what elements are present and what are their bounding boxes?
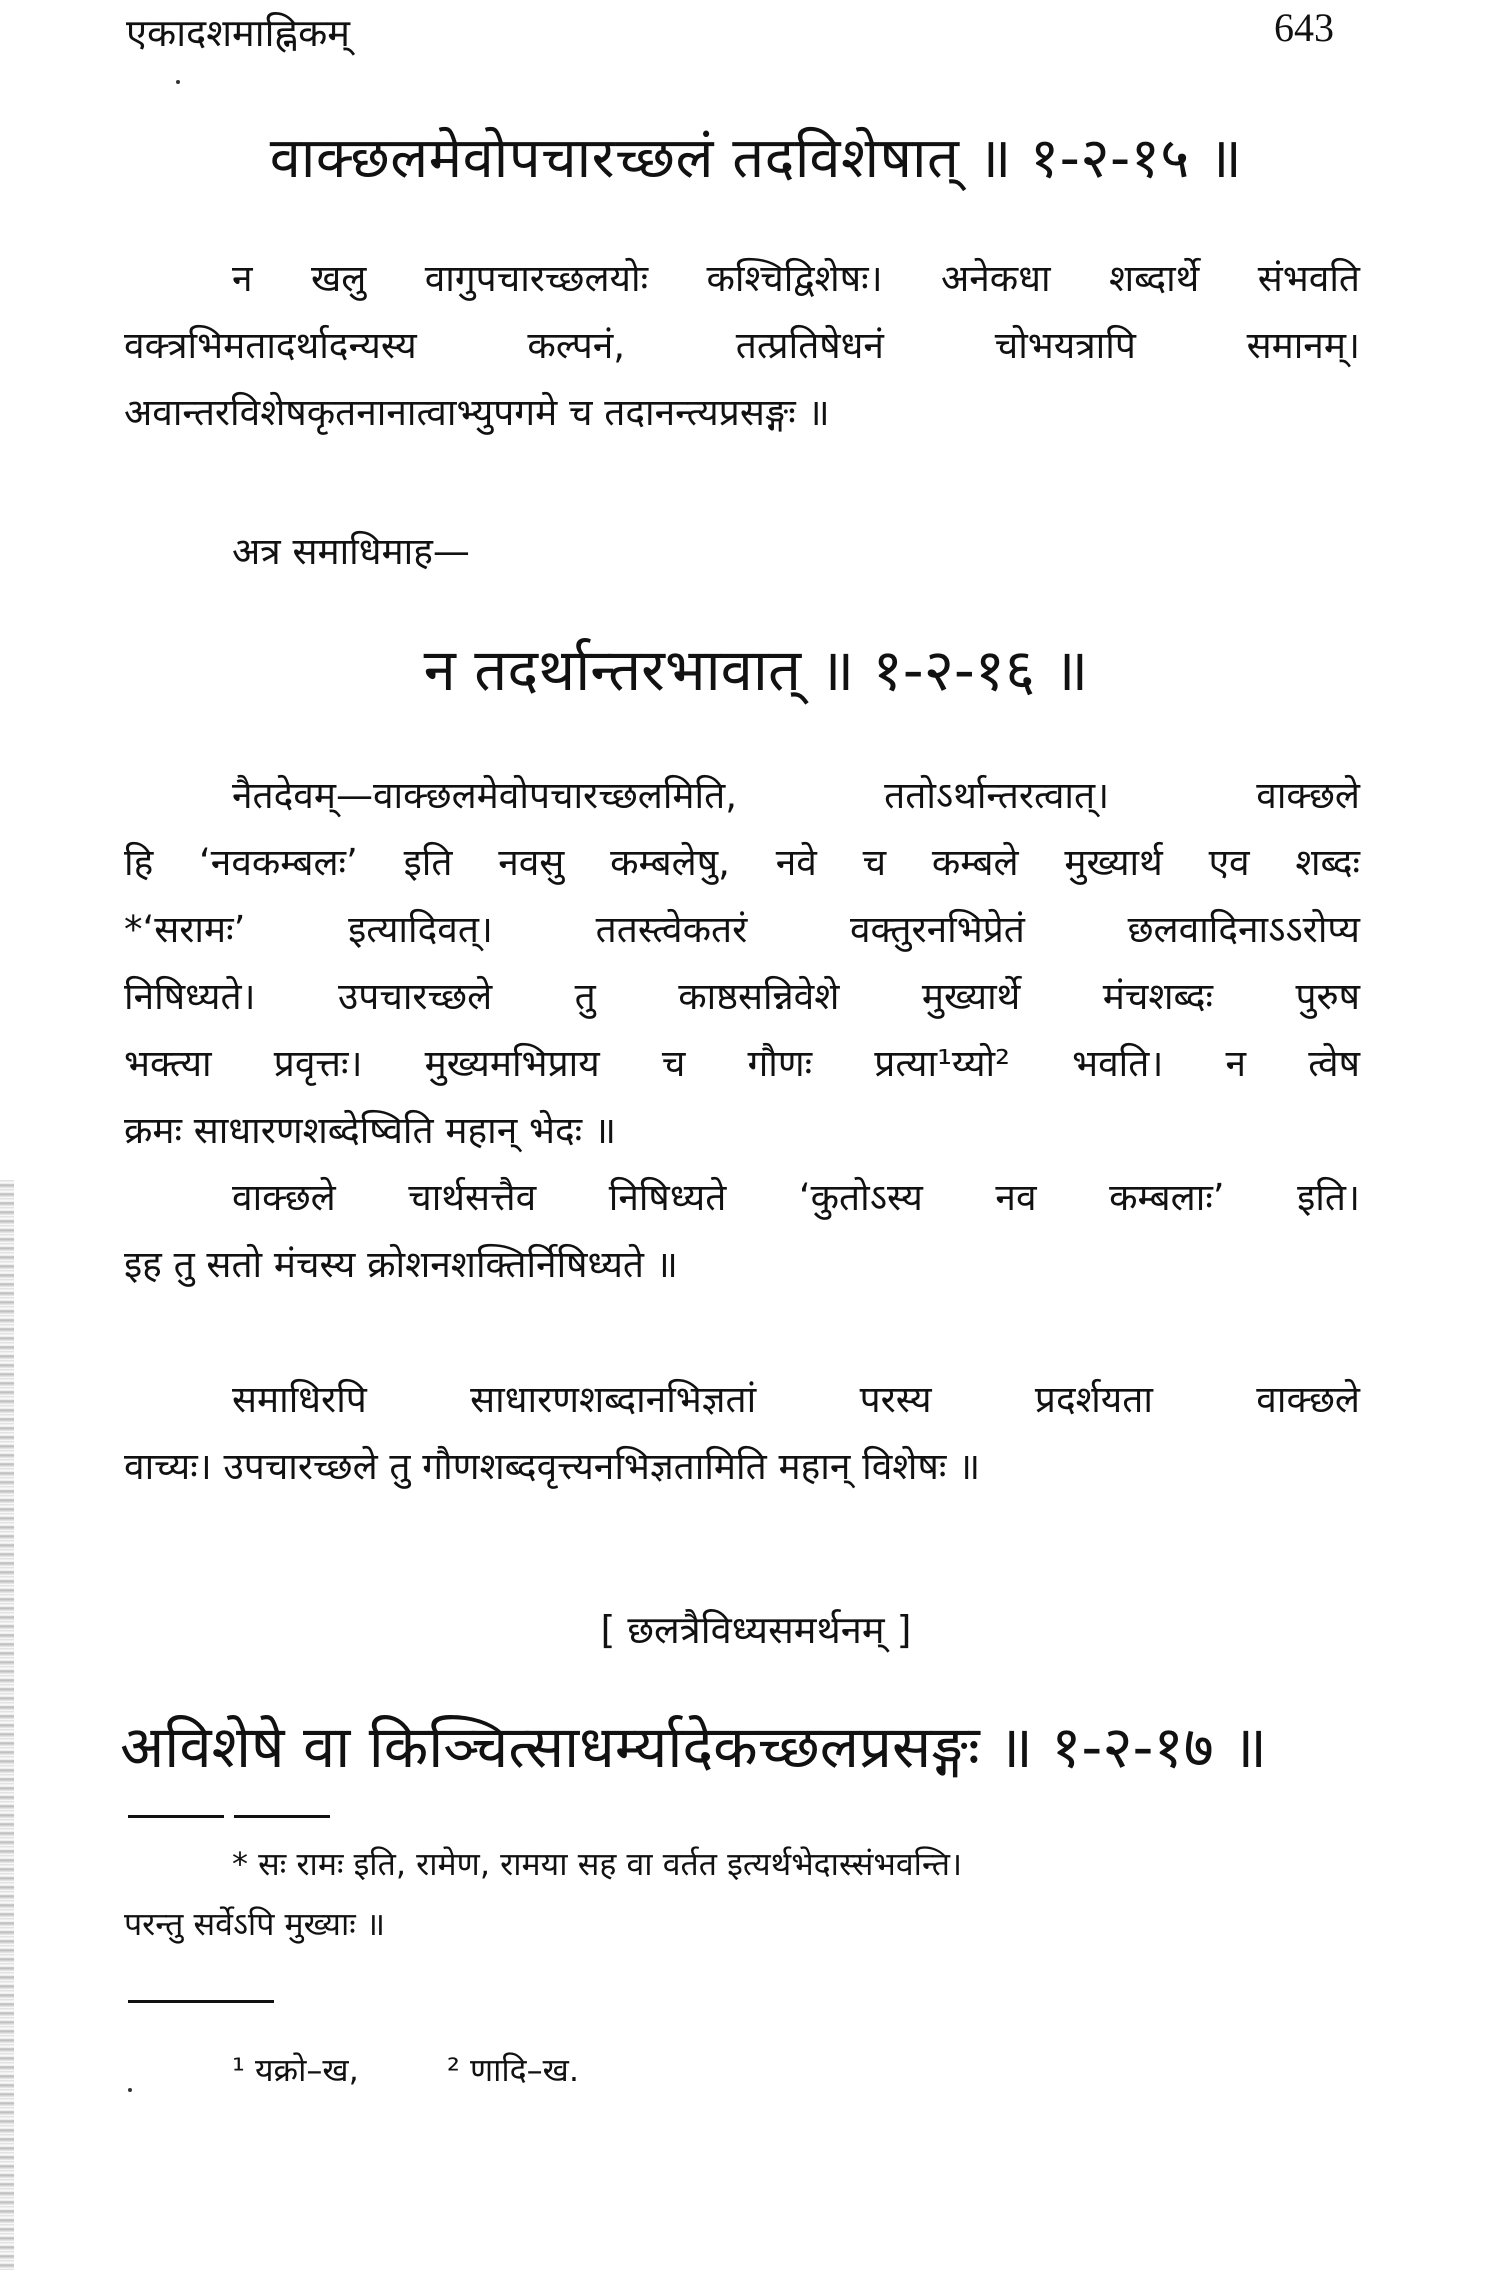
- sutra-1-2-16: न तदर्थान्तरभावात् ॥ १-२-१६ ॥: [423, 636, 1089, 704]
- commentary-paragraph-2: [124, 762, 1360, 1298]
- text-line: नैतदेवम्—वाक्छलमेवोपचारच्छलमिति, ततोऽर्थान्तरत्वात्। वाक्छले: [232, 774, 1360, 817]
- text-line: न खलु वागुपचारच्छलयोः कश्चिद्विशेषः। अनेकधा शब्दार्थे संभवति: [232, 257, 1360, 300]
- intro-line: [232, 518, 1468, 585]
- sutra-1-2-15: वाक्छलमेवोपचारच्छलं तदविशेषात् ॥ १-२-१५ ॥: [269, 126, 1243, 191]
- text-line: वाच्यः। उपचारच्छले तु गौणशब्दवृत्त्यनभिज्ञतामिति महान् विशेषः ॥: [124, 1445, 981, 1488]
- text-line: अत्र समाधिमाह—: [232, 530, 470, 573]
- sutra-1-2-17: अविशेषे वा किञ्चित्साधर्म्यादेकच्छलप्रसङ्गः ॥ १-२-१७ ॥: [120, 1713, 1267, 1781]
- footnote-line: परन्तु सर्वेऽपि मुख्याः ॥: [124, 1905, 386, 1943]
- text-line: इह तु सतो मंचस्य क्रोशनशक्तिर्निषिध्यते ॥: [124, 1243, 678, 1286]
- text-line: हि ‘नवकम्बलः’ इति नवसु कम्बलेषु, नवे च कम्बले मुख्यार्थ एव शब्दः: [124, 841, 1360, 884]
- text-line: भक्त्या प्रवृत्तः। मुख्यमभिप्राय च गौणः प्रत्या¹य्यो² भवति। न त्वेष: [124, 1042, 1360, 1085]
- section-heading: [ छलत्रैविध्यसमर्थनम् ]: [600, 1608, 912, 1652]
- footnote-divider: [234, 1815, 330, 1818]
- text-line: समाधिरपि साधारणशब्दानभिज्ञतां परस्य प्रदर्शयता वाक्छले: [232, 1378, 1360, 1421]
- variant-note-2: ² णादि–ख.: [446, 2051, 580, 2089]
- commentary-paragraph-4: [124, 1366, 1360, 1500]
- scan-speck: [176, 80, 180, 84]
- scan-speck: [128, 2088, 132, 2092]
- text-line: वक्त्रभिमतादर्थादन्यस्य कल्पनं, तत्प्रतिषेधनं चोभयत्रापि समानम्।: [124, 324, 1360, 367]
- footnote-star: [124, 1834, 1360, 1954]
- variant-note-1: ¹ यक्रो–ख,: [232, 2051, 359, 2089]
- variant-notes-divider: [128, 2000, 274, 2003]
- variant-notes: [232, 2040, 1468, 2100]
- footnote-divider: [128, 1815, 224, 1818]
- text-line: वाक्छले चार्थसत्तैव निषिध्यते ‘कुतोऽस्य नव कम्बलाः’ इति।: [232, 1176, 1360, 1219]
- text-line: *‘सरामः’ इत्यादिवत्। ततस्त्वेकतरं वक्तुरनभिप्रेतं छलवादिनाऽऽरोप्य: [124, 908, 1360, 951]
- scan-edge-shadow: [0, 1180, 14, 2270]
- running-header: एकादशमाह्निकम्: [126, 11, 351, 55]
- text-line: अवान्तरविशेषकृतनानात्वाभ्युपगमे च तदानन्त्यप्रसङ्गः ॥: [124, 391, 830, 434]
- commentary-paragraph-1: [124, 245, 1360, 446]
- footnote-line: * सः रामः इति, रामेण, रामया सह वा वर्तत इत्यर्थभेदास्संभवन्ति।: [232, 1845, 963, 1883]
- text-line: क्रमः साधारणशब्देष्विति महान् भेदः ॥: [124, 1109, 617, 1152]
- page-number: 643: [1274, 5, 1334, 50]
- text-line: निषिध्यते। उपचारच्छले तु काष्ठसन्निवेशे मुख्यार्थे मंचशब्दः पुरुष: [124, 975, 1360, 1018]
